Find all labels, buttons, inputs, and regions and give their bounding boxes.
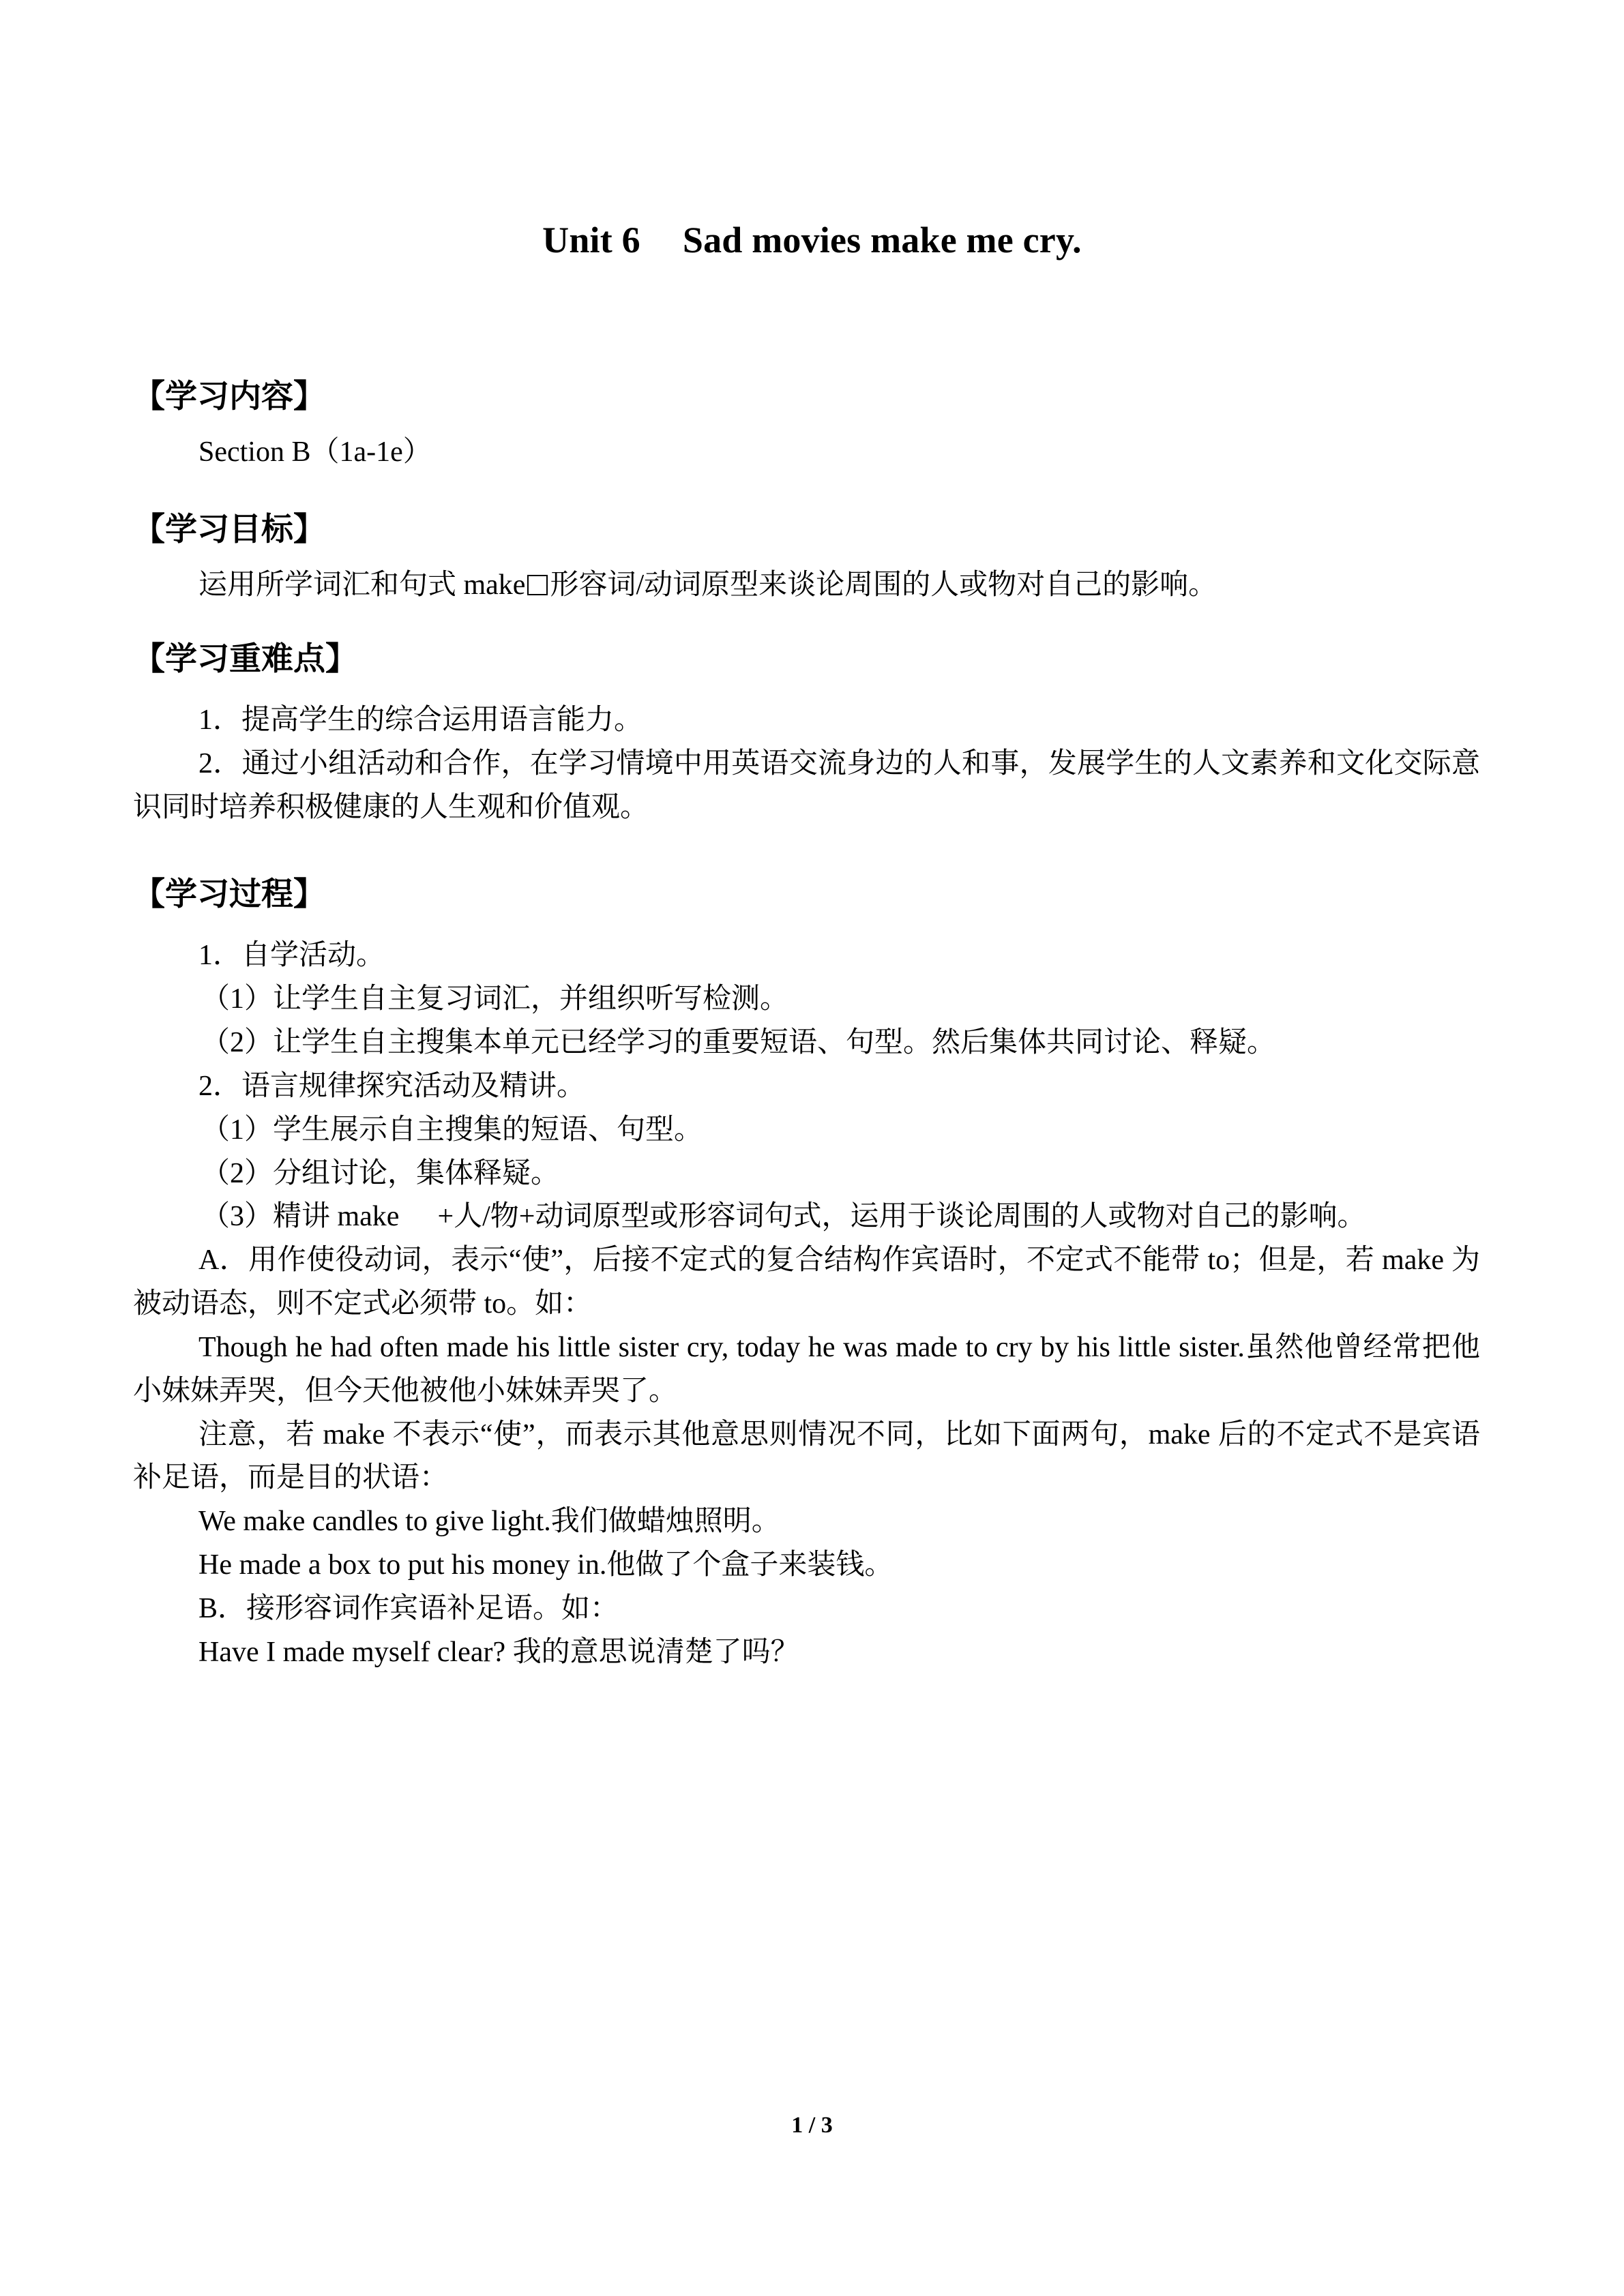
example-b2-english: He made a box to put his money in. [198, 1549, 607, 1581]
example-c-chinese: 我的意思说清楚了吗？ [512, 1636, 799, 1668]
section-learning-process [133, 876, 1480, 1675]
example-a [133, 1326, 1480, 1414]
objective-text-after-box: 形容词/动词原型来谈论周围的人或物对自己的影响。 [550, 569, 1217, 601]
process-item-2-2: （2）分组讨论，集体释疑。 [201, 1157, 560, 1189]
example-b1 [133, 1500, 1480, 1544]
objective-text-before-box: 运用所学词汇和句式 make [198, 569, 526, 601]
example-a-english: Though he had often made his little sister cry, today he was made to cry by his little sister. [198, 1331, 1245, 1363]
process-item-1-1: （1）让学生自主复习词汇，并组织听写检测。 [201, 983, 789, 1015]
spacer [133, 416, 1480, 431]
page-number-footer: 1 / 3 [791, 2113, 833, 2138]
text-learning-objective [133, 564, 1480, 608]
example-b1-chinese: 我们做蜡烛照明。 [550, 1506, 780, 1538]
process-item-2: 2．语言规律探究活动及精讲。 [198, 1070, 586, 1102]
spacer [133, 914, 1480, 934]
missing-glyph-box-icon [527, 575, 548, 595]
heading-learning-objective: 【学习目标】 [133, 512, 325, 548]
process-item-2-3-rest: +人/物+动词原型或形容词句式，运用于谈论周围的人或物对自己的影响。 [437, 1201, 1366, 1233]
process-item-2-3-prefix: （3）精讲 make [201, 1201, 400, 1233]
process-item-2-1: （1）学生展示自主搜集的短语、句型。 [201, 1114, 703, 1146]
example-c [133, 1631, 1480, 1675]
spacer [133, 679, 1480, 699]
grammar-point-a: A．用作使役动词，表示“使”，后接不定式的复合结构作宾语时，不定式不能带 to；但是，若 make 为被动语态，则不定式必须带 to。如： [133, 1244, 1480, 1320]
grammar-point-b: B．接形容词作宾语补足语。如： [198, 1592, 619, 1624]
title-sentence: Sad movies make me cry. [682, 220, 1082, 260]
example-a-chinese: 虽然他曾经常把他小妹妹弄哭，但今天他被他小妹妹弄哭了。 [133, 1331, 1480, 1407]
example-b2 [133, 1544, 1480, 1587]
text-learning-content: Section B（1a-1e） [198, 436, 432, 468]
section-key-difficulties [133, 641, 1480, 830]
key-difficulty-item-1: 1．提高学生的综合运用语言能力。 [198, 704, 643, 736]
grammar-note: 注意，若 make 不表示“使”，而表示其他意思则情况不同，比如下面两句，make 后的不定式不是宾语补足语，而是目的状语： [133, 1418, 1480, 1494]
title-unit: Unit 6 [542, 220, 640, 260]
heading-learning-process: 【学习过程】 [133, 877, 325, 912]
example-c-english: Have I made myself clear? [198, 1636, 506, 1668]
page-title [0, 222, 1624, 258]
key-difficulty-item-2: 2．通过小组活动和合作，在学习情境中用英语交流身边的人和事，发展学生的人文素养和文化交际意识同时培养积极健康的人生观和价值观。 [133, 748, 1480, 824]
process-item-1-2: （2）让学生自主搜集本单元已经学习的重要短语、句型。然后集体共同讨论、释疑。 [201, 1027, 1276, 1059]
process-item-1: 1．自学活动。 [198, 940, 385, 972]
heading-key-difficulties: 【学习重难点】 [133, 642, 357, 677]
example-b2-chinese: 他做了个盒子来装钱。 [606, 1549, 894, 1581]
process-item-2-3 [133, 1195, 1480, 1239]
spacer [133, 549, 1480, 564]
heading-learning-content: 【学习内容】 [133, 379, 325, 415]
section-learning-objective [133, 511, 1480, 608]
section-learning-content [133, 378, 1480, 475]
example-b1-english: We make candles to give light. [198, 1506, 551, 1538]
